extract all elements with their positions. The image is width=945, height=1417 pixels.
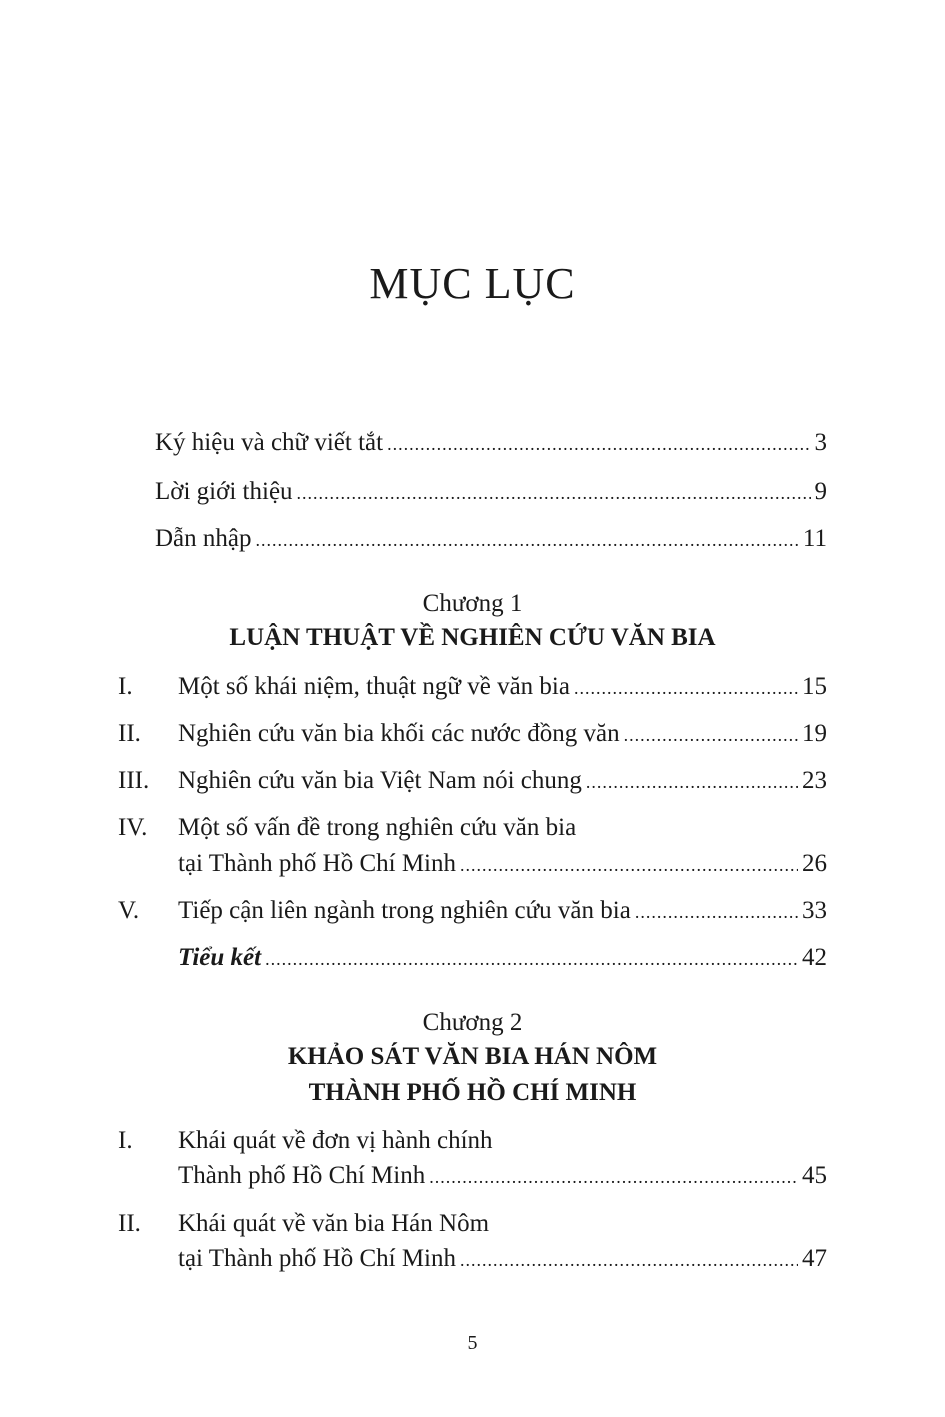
chapter-label: Chương 1 [422,590,523,617]
dot-leader [460,850,798,880]
toc-entry-summary [178,943,827,974]
toc-entry-text: Một số khái niệm, thuật ngữ về văn bia [178,673,570,700]
toc-entry-page: 47 [802,1245,827,1272]
toc-entry-page: 26 [802,850,827,877]
dot-leader [624,720,798,750]
toc-entry-text: tại Thành phố Hồ Chí Minh [178,1245,457,1272]
dot-leader [387,429,810,459]
dot-leader [256,525,799,555]
dot-leader [574,673,798,703]
toc-entry-page: 33 [802,897,827,924]
toc-entry-text: Dẫn nhập [155,525,252,552]
chapter-label: Chương 2 [422,1009,523,1036]
toc-entry [178,1161,827,1192]
dot-leader [460,1245,798,1275]
toc-entry-page: 45 [802,1162,827,1189]
toc-entry [155,477,827,508]
toc-entry-page: 15 [802,673,827,700]
page-number: 5 [467,1332,478,1354]
toc-entry-page: 23 [802,767,827,794]
toc-entry-text: Tiếp cận liên ngành trong nghiên cứu văn bia [178,897,631,924]
toc-entry-text: Lời giới thiệu [155,478,293,505]
toc-entry-text: Một số vấn đề trong nghiên cứu văn bia [178,814,577,841]
chapter-title: THÀNH PHỐ HỒ CHÍ MINH [308,1079,637,1106]
toc-entry [178,766,827,797]
dot-leader [265,944,798,974]
toc-entry-page: 9 [814,478,827,505]
toc-entry-text: Ký hiệu và chữ viết tắt [155,429,384,456]
dot-leader [429,1162,798,1192]
dot-leader [635,897,798,927]
toc-entry-text: Nghiên cứu văn bia Việt Nam nói chung [178,767,582,794]
toc-entry [178,672,827,703]
section-numeral: II. [118,1210,141,1237]
toc-entry [178,849,827,880]
toc-entry-text: Nghiên cứu văn bia khối các nước đồng văn [178,720,620,747]
section-numeral: IV. [118,814,148,841]
toc-entry-page: 42 [802,944,827,971]
toc-entry-page: 11 [802,525,827,552]
toc-entry [178,719,827,750]
toc-entry [178,896,827,927]
dot-leader [297,478,811,508]
toc-entry-text: Thành phố Hồ Chí Minh [178,1162,426,1189]
toc-entry-page: 3 [814,429,827,456]
toc-entry-text: Khái quát về đơn vị hành chính [178,1127,493,1154]
toc-entry-text: Khái quát về văn bia Hán Nôm [178,1210,490,1237]
section-numeral: I. [118,673,133,700]
toc-entry [155,428,827,459]
toc-entry-page: 19 [802,720,827,747]
toc-entry [178,1244,827,1275]
chapter-title: LUẬN THUẬT VỀ NGHIÊN CỨU VĂN BIA [229,624,716,651]
chapter-title: KHẢO SÁT VĂN BIA HÁN NÔM [287,1043,658,1070]
dot-leader [586,767,798,797]
toc-entry-text: tại Thành phố Hồ Chí Minh [178,850,457,877]
page-title: MỤC LỤC [369,259,576,308]
section-numeral: II. [118,720,141,747]
section-numeral: I. [118,1127,133,1154]
toc-entry [155,524,827,555]
section-numeral: V. [118,897,140,924]
section-numeral: III. [118,767,150,794]
toc-entry-text: Tiểu kết [178,944,262,971]
